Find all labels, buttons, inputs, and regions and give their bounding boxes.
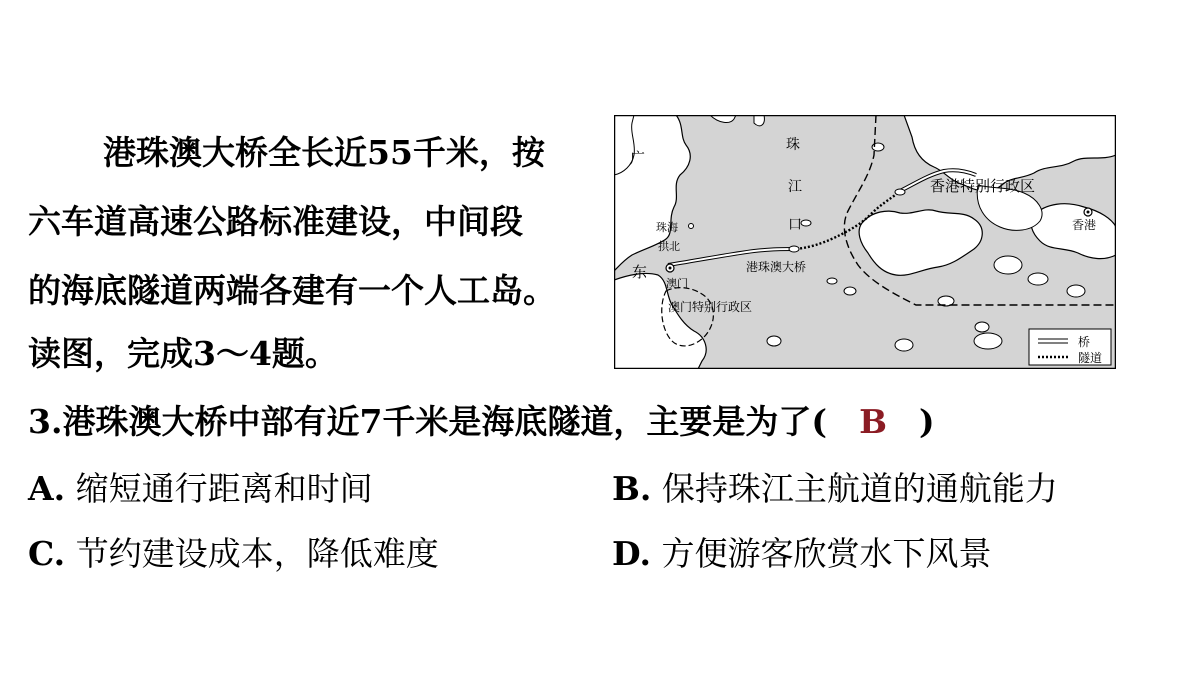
option-d-text: 方便游客欣赏水下风景 bbox=[661, 534, 992, 573]
island bbox=[975, 322, 989, 332]
passage-line-2: 六车道高速公路标准建设，中间段 bbox=[28, 202, 523, 241]
island bbox=[872, 143, 884, 151]
artificial-island-west bbox=[789, 246, 799, 252]
option-b-text: 保持珠江主航道的通航能力 bbox=[661, 469, 1058, 508]
map-label-dong: 东 bbox=[632, 263, 648, 281]
map-label-zhu: 珠 bbox=[786, 137, 800, 153]
island bbox=[1028, 273, 1048, 285]
island bbox=[767, 336, 781, 346]
map-label-jiang: 江 bbox=[788, 179, 802, 195]
map-label-hk-sar: 香港特别行政区 bbox=[930, 177, 1036, 195]
map-label-macau: 澳门 bbox=[666, 277, 688, 290]
hong-kong-marker-dot bbox=[1087, 211, 1090, 214]
passage-line-3: 的海底隧道两端各建有一个人工岛。 bbox=[28, 271, 556, 310]
artificial-island-east bbox=[895, 189, 905, 195]
question-close-paren: ) bbox=[919, 402, 935, 441]
option-b[interactable] bbox=[612, 469, 1058, 509]
map-label-macau-sar: 澳门特别行政区 bbox=[668, 300, 753, 314]
pearl-river-map bbox=[614, 115, 1116, 369]
passage-line-1: 港珠澳大桥全长近55千米，按 bbox=[103, 133, 545, 172]
option-d[interactable] bbox=[612, 534, 991, 574]
map-label-zhuhai: 珠海 bbox=[656, 221, 678, 234]
option-c-key: C. bbox=[28, 534, 66, 573]
option-c[interactable] bbox=[28, 534, 439, 574]
map-label-gongbei: 拱北 bbox=[658, 240, 680, 253]
zhuhai-marker bbox=[689, 224, 694, 229]
legend-bridge-label: 桥 bbox=[1078, 335, 1091, 349]
macau-marker-dot bbox=[669, 267, 672, 270]
passage-line-4: 读图，完成3～4题。 bbox=[28, 334, 338, 373]
map-label-hk: 香港 bbox=[1072, 218, 1097, 232]
answer-label: B bbox=[859, 402, 887, 441]
island bbox=[974, 333, 1002, 349]
option-c-text: 节约建设成本，降低难度 bbox=[75, 534, 439, 573]
option-b-key: B. bbox=[612, 469, 652, 508]
island bbox=[754, 115, 764, 126]
question-stem: 3.港珠澳大桥中部有近7千米是海底隧道，主要是为了( bbox=[28, 402, 828, 441]
island bbox=[895, 339, 913, 351]
map-label-kou: 口 bbox=[788, 217, 802, 233]
island bbox=[994, 256, 1022, 274]
option-a[interactable] bbox=[28, 469, 373, 509]
island bbox=[1067, 285, 1085, 297]
island bbox=[801, 220, 811, 226]
option-a-key: A. bbox=[28, 469, 66, 508]
map-label-bridge: 港珠澳大桥 bbox=[746, 260, 807, 274]
option-d-key: D. bbox=[612, 534, 651, 573]
question-3 bbox=[28, 402, 935, 442]
island bbox=[844, 287, 856, 295]
option-a-text: 缩短通行距离和时间 bbox=[75, 469, 373, 508]
island bbox=[827, 278, 837, 284]
map-label-guang: 广 bbox=[630, 149, 646, 167]
legend-tunnel-label: 隧道 bbox=[1078, 351, 1103, 365]
